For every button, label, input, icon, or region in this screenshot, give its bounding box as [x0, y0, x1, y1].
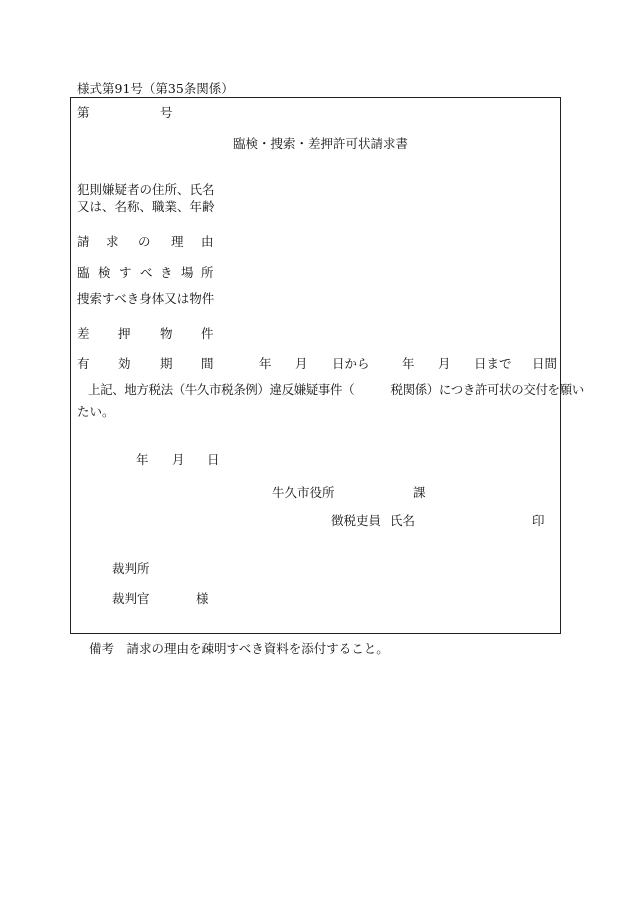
- document-title: 臨検・捜索・差押許可状請求書: [233, 136, 409, 151]
- judge-label: 裁判官: [112, 591, 150, 606]
- request-text-line2: たい。: [77, 404, 115, 419]
- honorific-label: 様: [196, 591, 209, 606]
- official-title: 徴税吏員: [331, 513, 382, 528]
- form-number-label: 様式第91号（第35条関係）: [77, 81, 234, 96]
- office-name: 牛久市役所: [272, 485, 335, 500]
- number-prefix: 第: [77, 105, 90, 120]
- search-target-label: 捜索すべき身体又は物件: [77, 291, 215, 306]
- official-name-label: 氏名: [390, 513, 416, 528]
- seal-mark: 印: [532, 513, 545, 528]
- court-label: 裁判所: [112, 561, 150, 576]
- suspect-label-line2: 又は、名称、職業、年齢: [77, 199, 215, 214]
- suspect-label-line1: 犯則嫌疑者の住所、氏名: [77, 182, 215, 197]
- office-section: 課: [413, 485, 426, 500]
- number-suffix: 号: [160, 105, 173, 120]
- footer-note: 備考 請求の理由を疎明すべき資料を添付すること。: [89, 641, 389, 656]
- request-text-line1: 上記、地方税法（牛久市税条例）違反嫌疑事件（ 税関係）につき許可状の交付を願い: [88, 382, 584, 397]
